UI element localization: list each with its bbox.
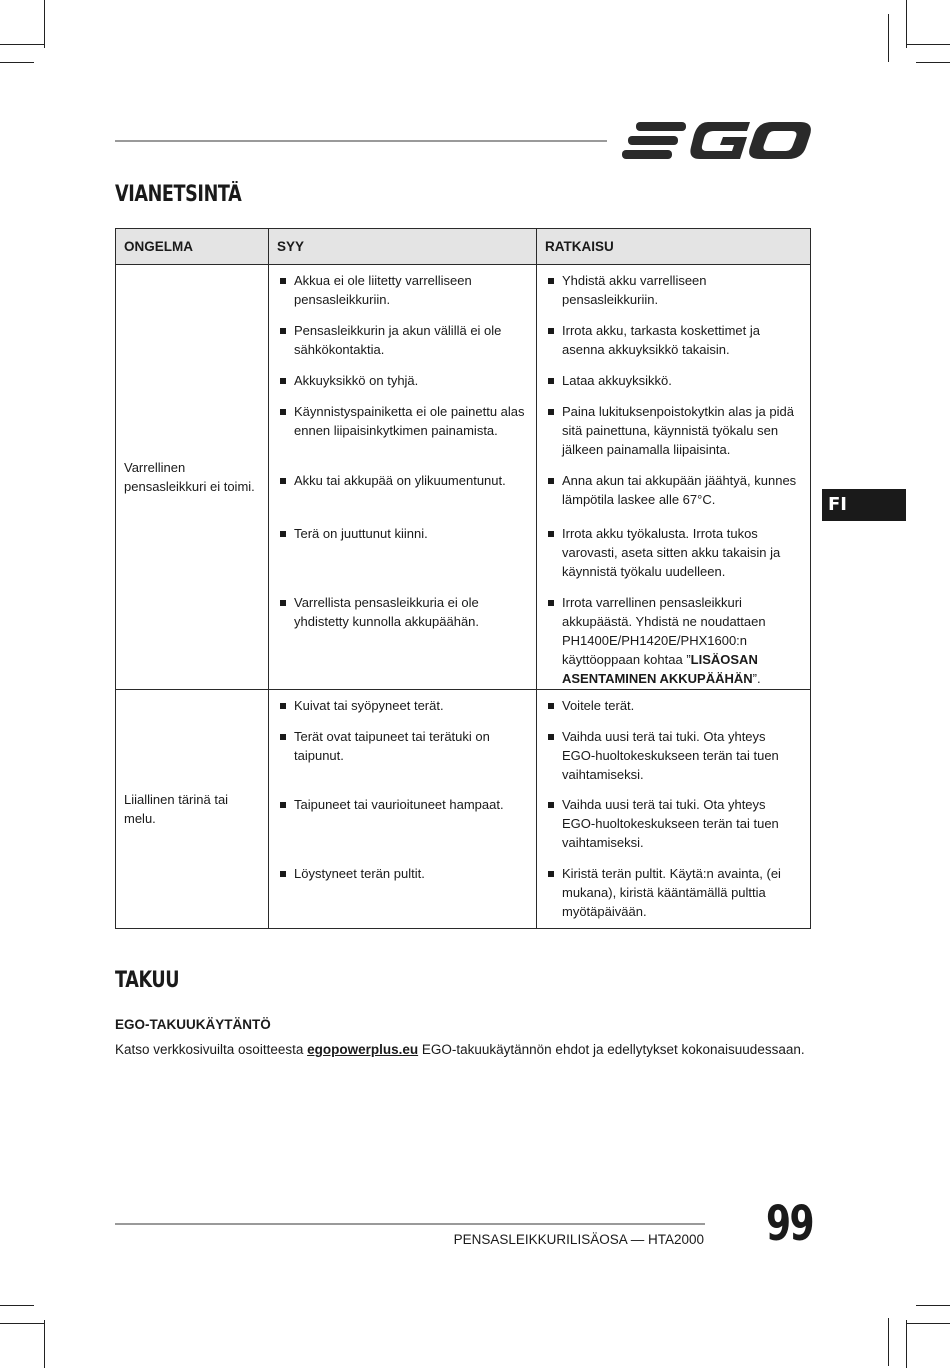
solution-item: Irrota akku työkalusta. Irrota tukos varovasti, aseta sitten akku takaisin ja käynnistä työkalu uudelleen. (537, 524, 810, 593)
warranty-subtitle: EGO-TAKUUKÄYTÄNTÖ (115, 1017, 271, 1032)
page-number: 99 (766, 1196, 814, 1252)
cause-cell (269, 265, 537, 690)
crop-mark (44, 1320, 45, 1368)
crop-mark (888, 1318, 889, 1366)
cause-item: Pensasleikkurin ja akun välillä ei ole sähkökontaktia. (269, 321, 536, 371)
crop-mark (916, 62, 950, 63)
crop-mark (916, 1305, 950, 1306)
cause-item: Akku tai akkupää on ylikuumentunut. (269, 471, 536, 524)
section-title-troubleshooting: VIANETSINTÄ (115, 182, 242, 207)
cause-item: Taipuneet tai vaurioituneet hampaat. (269, 795, 536, 864)
warranty-link[interactable]: egopowerplus.eu (307, 1042, 419, 1057)
crop-mark (44, 0, 45, 48)
cause-item: Löystyneet terän pultit. (269, 864, 536, 924)
crop-mark (0, 62, 34, 63)
solution-item: Yhdistä akku varrelliseen pensasleikkuriin. (537, 271, 810, 321)
footer-text: PENSASLEIKKURILISÄOSA — HTA2000 (453, 1232, 704, 1247)
warranty-text (115, 1042, 805, 1057)
solution-text: Irrota varrellinen pensasleikkuri akkupäästä. Yhdistä ne noudattaen PH1400E/PH1420E/PHX1600:n käyttöoppaan kohtaa ” (562, 595, 766, 667)
cause-item: Terät ovat taipuneet tai terätuki on taipunut. (269, 727, 536, 795)
crop-mark (0, 1305, 34, 1306)
warranty-text-before: Katso verkkosivuilta osoitteesta (115, 1042, 308, 1057)
solution-item: Vaihda uusi terä tai tuki. Ota yhteys EGO-huoltokeskukseen terän tai tuen vaihtamiseksi. (537, 795, 810, 864)
solution-item: Vaihda uusi terä tai tuki. Ota yhteys EGO-huoltokeskukseen terän tai tuen vaihtamiseksi. (537, 727, 810, 795)
column-header-cause: SYY (269, 229, 537, 265)
solution-item: Paina lukituksenpoistokytkin alas ja pidä sitä painettuna, käynnistä työkalu sen jälkeen painamalla liipaisinta. (537, 402, 810, 471)
section-title-warranty: TAKUU (115, 968, 180, 993)
solution-cell (537, 690, 811, 929)
crop-mark (888, 14, 889, 62)
crop-mark (906, 1323, 950, 1324)
warranty-text-after: EGO-takuukäytännön ehdot ja edellytykset kokonaisuudessaan. (418, 1042, 805, 1057)
solution-item: Anna akun tai akkupään jäähtyä, kunnes lämpötila laskee alle 67°C. (537, 471, 810, 524)
problem-cell: Liiallinen tärinä tai melu. (116, 690, 269, 929)
solution-item: Irrota akku, tarkasta koskettimet ja asenna akkuyksikkö takaisin. (537, 321, 810, 371)
column-header-problem: ONGELMA (116, 229, 269, 265)
solution-item: Kiristä terän pultit. Käytä:n avainta, (ei mukana), kiristä kääntämällä pulttia myötäpäivään. (537, 864, 810, 924)
crop-mark (0, 1323, 44, 1324)
crop-mark (906, 1320, 907, 1368)
problem-cell: Varrellinen pensasleikkuri ei toimi. (116, 265, 269, 690)
troubleshooting-table (115, 228, 811, 929)
table-row (116, 265, 811, 690)
cause-cell (269, 690, 537, 929)
cause-item: Kuivat tai syöpyneet terät. (269, 696, 536, 727)
solution-cell (537, 265, 811, 690)
column-header-solution: RATKAISU (537, 229, 811, 265)
cause-item: Käynnistyspainiketta ei ole painettu alas ennen liipaisinkytkimen painamista. (269, 402, 536, 471)
crop-mark (906, 0, 907, 48)
table-header-row (116, 229, 811, 265)
crop-mark (0, 44, 44, 45)
cause-item: Terä on juuttunut kiinni. (269, 524, 536, 593)
solution-item: Lataa akkuyksikkö. (537, 371, 810, 402)
language-tab: FI (822, 489, 906, 521)
crop-mark (906, 44, 950, 45)
footer-rule (115, 1223, 705, 1225)
cause-item: Akkuyksikkö on tyhjä. (269, 371, 536, 402)
solution-item: Voitele terät. (537, 696, 810, 727)
cause-item: Akkua ei ole liitetty varrelliseen pensasleikkuriin. (269, 271, 536, 321)
ego-logo (622, 118, 812, 169)
solution-text: ”. (752, 671, 761, 686)
header-rule (115, 140, 607, 142)
solution-item (537, 593, 810, 685)
table-row (116, 690, 811, 929)
ego-logo-mark (622, 118, 812, 164)
cause-item: Varrellista pensasleikkuria ei ole yhdistetty kunnolla akkupäähän. (269, 593, 536, 685)
solution-emphasis: LISÄOSAN ASENTAMINEN AKKUPÄÄHÄN (562, 652, 758, 686)
